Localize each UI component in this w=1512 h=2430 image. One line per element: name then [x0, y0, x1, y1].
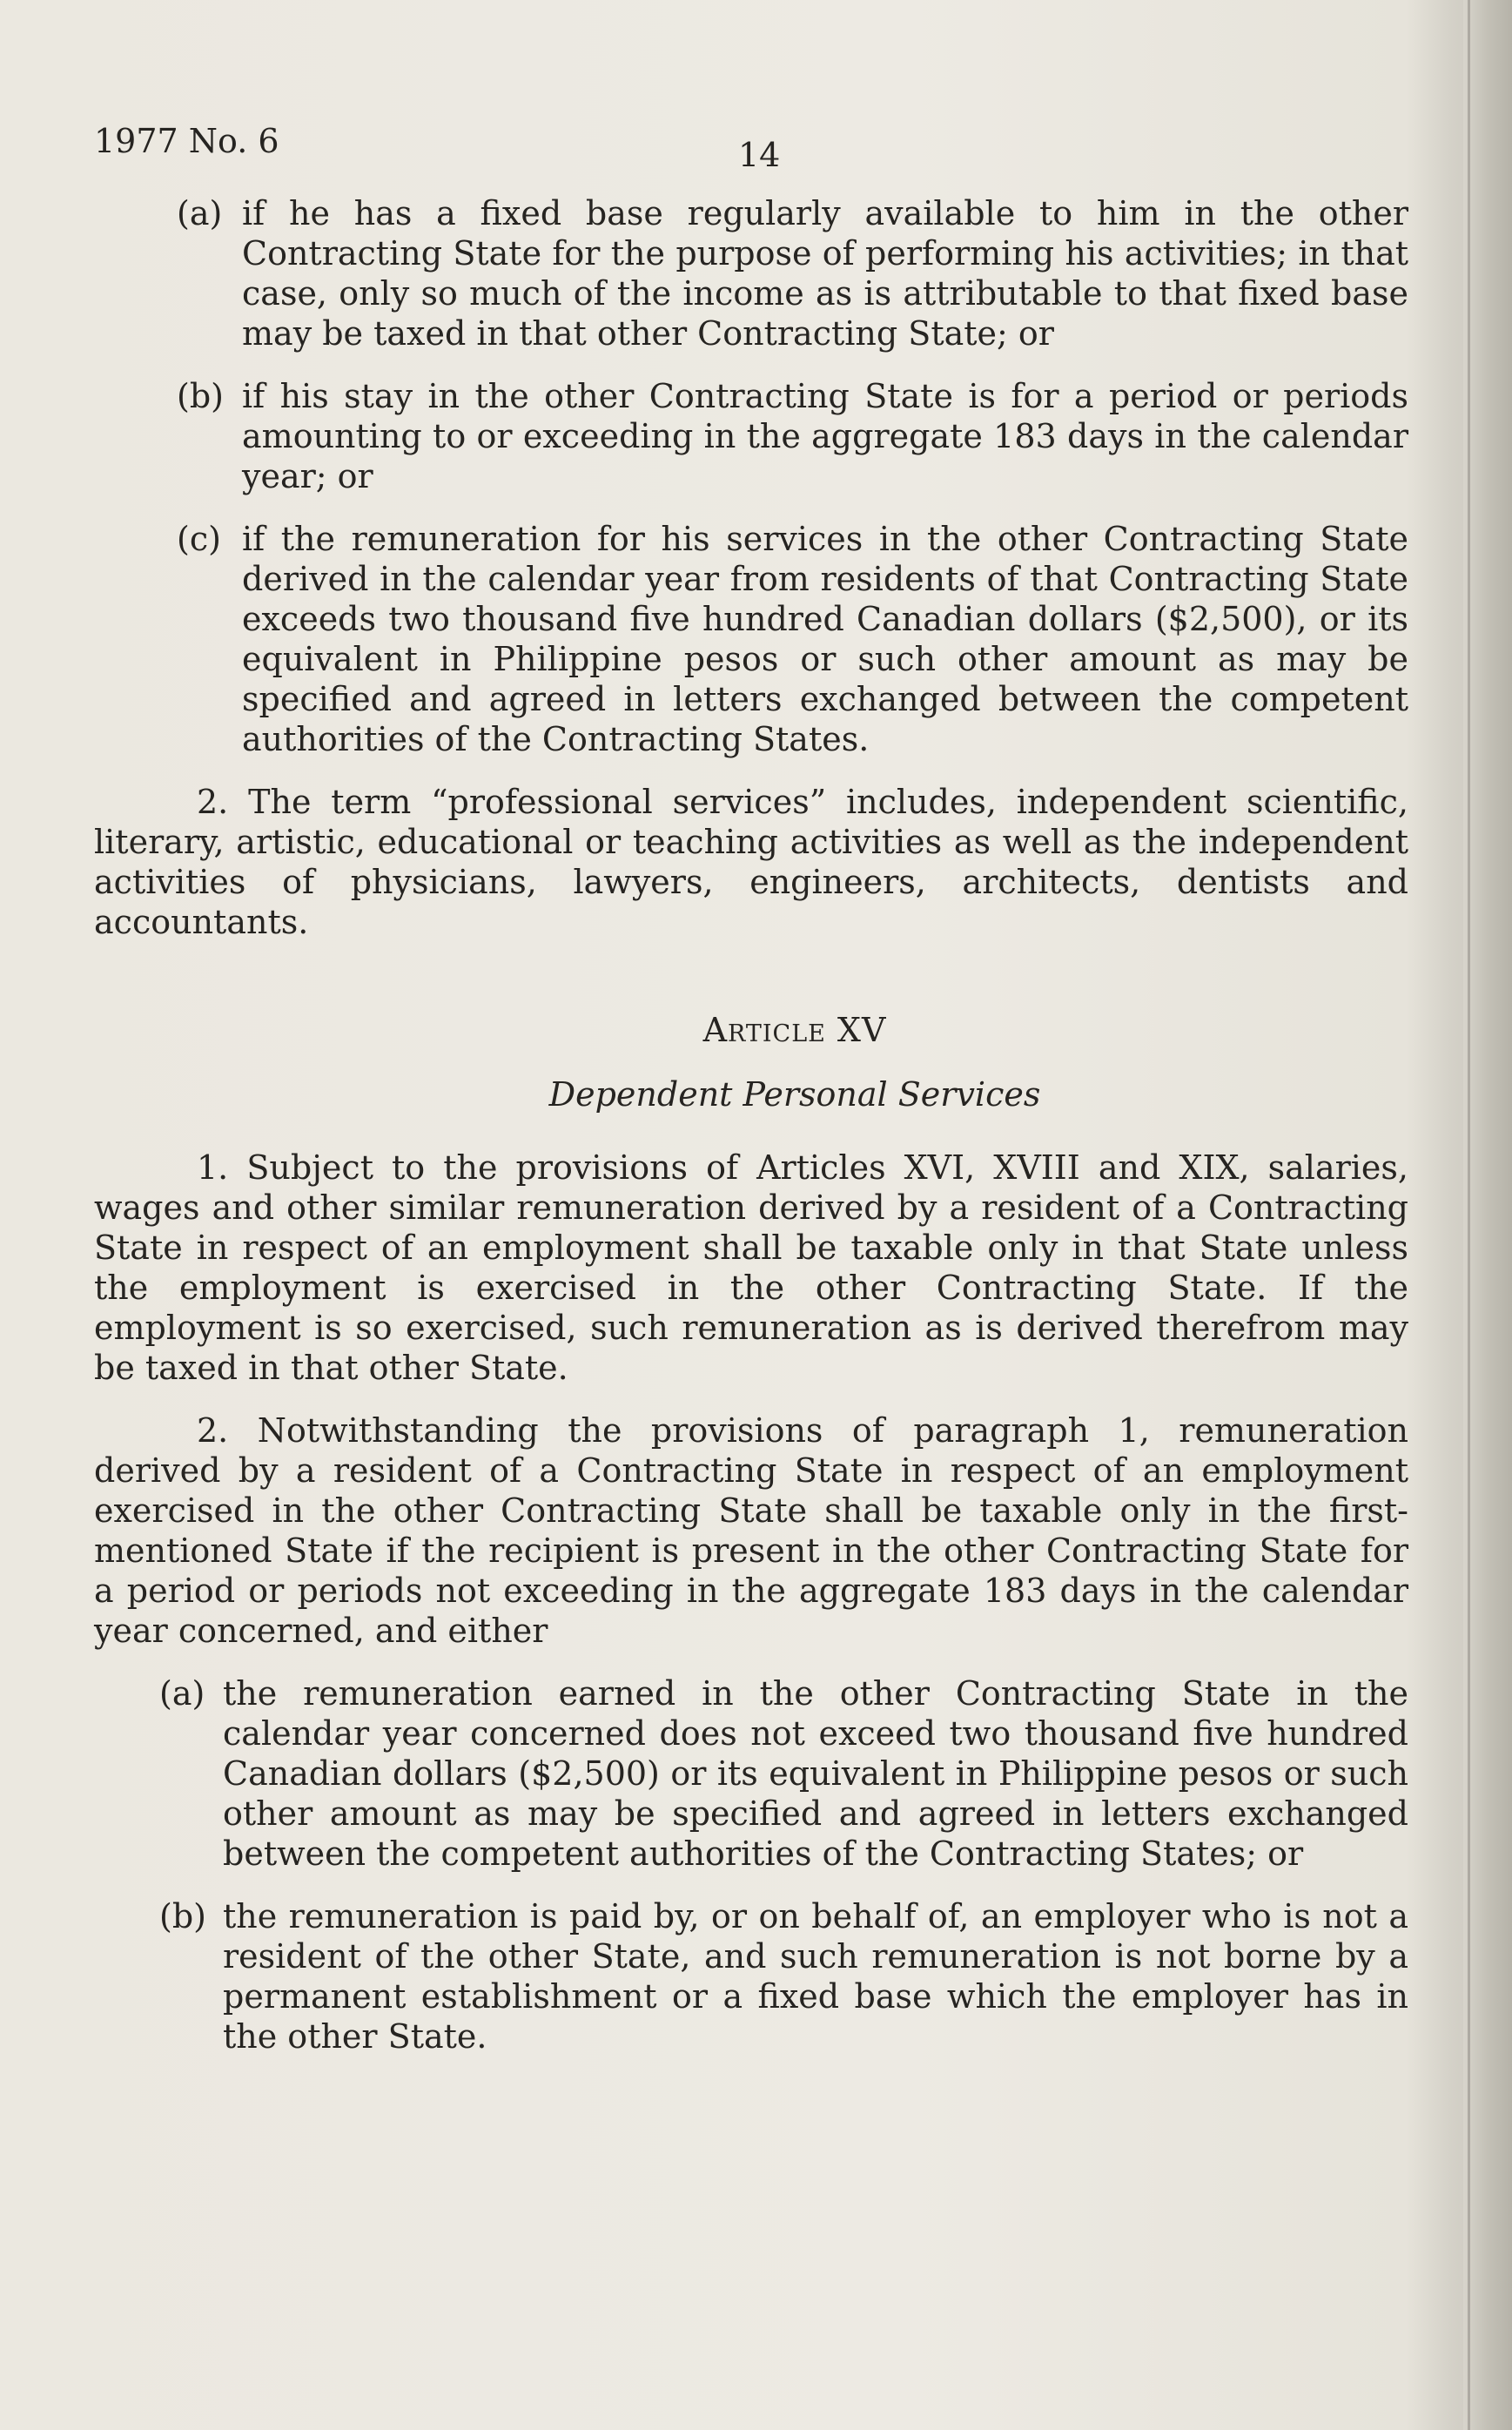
- list-item: [94, 1896, 1408, 2056]
- list-item: [94, 193, 1408, 353]
- list-item-marker: (c): [177, 520, 221, 558]
- page-binding-shadow: [1468, 0, 1470, 2430]
- list-item: [94, 1673, 1408, 1874]
- list-item-marker: (b): [159, 1897, 206, 1935]
- list-item-marker: (b): [177, 377, 224, 415]
- page-body: [94, 193, 1408, 2079]
- article-paragraph-1: 1. Subject to the provisions of Articles XVI, XVIII and XIX, salaries, wages and other similar remuneration derived by a resident of a Contracting State in respect of an employment shall be taxable only in that State unless the employment is exercised in the other Contracting State. If the employment is so exercised, such remuneration as is derived therefrom may be taxed in that other State.: [94, 1148, 1408, 1387]
- article-heading: [94, 1010, 1408, 1050]
- list-item-marker: (a): [177, 194, 223, 232]
- list-item: [94, 376, 1408, 496]
- paragraph-professional-services: 2. The term “professional services” includes, independent scientific, literary, artistic, educational or teaching activities as well as the independent activities of physicians, lawyers, engineers, architects, dentists and accountants.: [94, 783, 1408, 941]
- article-subheading: Dependent Personal Services: [548, 1075, 1041, 1114]
- list-item-text: the remuneration earned in the other Contracting State in the calendar year concerned does not exceed two thousand five hundred Canadian dollars ($2,500) or its equivalent in Philippine pesos or such other amount as may be specified and agreed in letters exchanged between the competent authorities of the Contracting States; or: [223, 1674, 1408, 1873]
- article-heading-text: Article XV: [702, 1011, 887, 1049]
- list-item-text: if he has a fixed base regularly available to him in the other Contracting State for the purpose of performing his activities; in that case, only so much of the income as is attributable to that fixed base may be taxed in that other Contracting State; or: [242, 194, 1408, 353]
- page-header: [94, 122, 1417, 174]
- list-item-text: the remuneration is paid by, or on behalf of, an employer who is not a resident of the other State, and such remuneration is not borne by a permanent establishment or a fixed base which the employer has in the other State.: [223, 1897, 1408, 2056]
- page-binding-edge: [1463, 0, 1512, 2430]
- list-item: [94, 519, 1408, 759]
- list-item-text: if the remuneration for his services in the other Contracting State derived in the calendar year from residents of that Contracting State exceeds two thousand five hundred Canadian dollars ($2,500), or its equivalent in Philippine pesos or such other amount as may be specified and agreed in letters exchanged between the competent authorities of the Contracting States.: [242, 520, 1408, 758]
- article-paragraph-2: 2. Notwithstanding the provisions of paragraph 1, remuneration derived by a resident of a Contracting State in respect of an employment exercised in the other Contracting State shall be taxable only in the first-mentioned State if the recipient is present in the other Contracting State for a period or periods not exceeding in the aggregate 183 days in the calendar year concerned, and either: [94, 1411, 1408, 1650]
- statute-reference: 1977 No. 6: [94, 122, 279, 160]
- list-item-marker: (a): [159, 1674, 205, 1713]
- list-item-text: if his stay in the other Contracting State is for a period or periods amounting to or exceeding in the aggregate 183 days in the calendar year; or: [242, 377, 1408, 495]
- page-number: 14: [738, 136, 781, 174]
